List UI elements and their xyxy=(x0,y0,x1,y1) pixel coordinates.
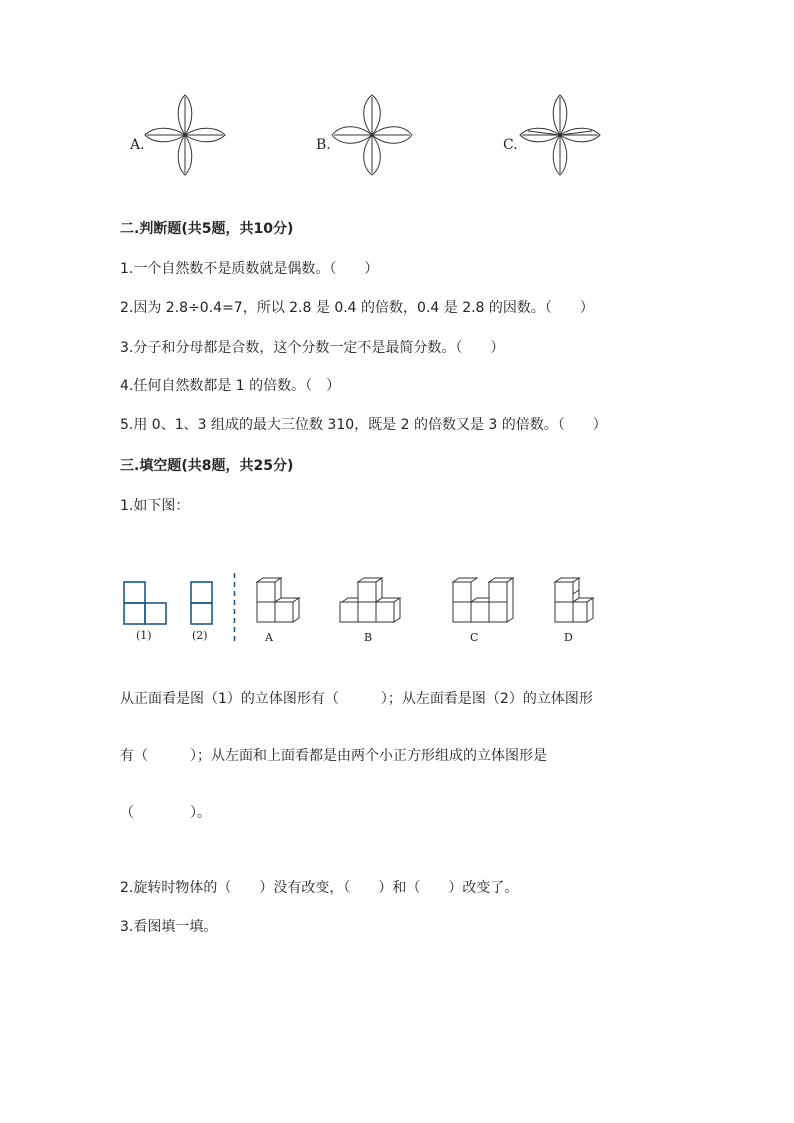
option-a-label: A. xyxy=(130,137,145,153)
figure-label-b: B xyxy=(364,631,373,644)
section3-title: 三.填空题(共8题，共25分) xyxy=(120,458,294,474)
fill-q1-line3: （ ）。 xyxy=(120,805,211,821)
section2-title: 二.判断题(共5题，共10分) xyxy=(120,221,294,237)
fill-q1-line1: 从正面看是图（1）的立体图形有（ ）；从左面看是图（2）的立体图形 xyxy=(120,691,593,707)
fill-q2: 2.旋转时物体的（ ）没有改变，（ ）和（ ）改变了。 xyxy=(120,880,519,896)
figure-label-2: (2) xyxy=(192,629,208,642)
fill-q3: 3.看图填一填。 xyxy=(120,919,218,935)
judge-item-3: 3.分子和分母都是合数，这个分数一定不是最简分数。（ ） xyxy=(120,340,505,356)
judge-item-1: 1.一个自然数不是质数就是偶数。（ ） xyxy=(120,261,379,277)
flower-figure-a xyxy=(145,95,225,175)
fill-q1-line2: 有（ ）；从左面和上面看都是由两个小正方形组成的立体图形是 xyxy=(120,748,547,764)
figure-label-c: C xyxy=(470,631,479,644)
solid-figure-a xyxy=(255,576,301,626)
dashed-divider xyxy=(233,573,237,643)
figure-label-a: A xyxy=(265,631,273,644)
option-c-label: C. xyxy=(503,137,518,153)
judge-item-2: 2.因为 2.8÷0.4=7，所以 2.8 是 0.4 的倍数，0.4 是 2.8 的因数。（ ） xyxy=(120,300,594,316)
option-b-label: B. xyxy=(316,137,331,153)
solid-figure-d xyxy=(553,574,599,626)
judge-item-4: 4.任何自然数都是 1 的倍数。（ ） xyxy=(120,378,341,394)
flower-figure-b xyxy=(332,95,412,175)
left-view-figure-2 xyxy=(191,582,215,626)
solid-figure-c xyxy=(451,574,515,626)
solid-figure-b xyxy=(340,576,402,626)
figure-label-d: D xyxy=(564,631,573,644)
fill-q1-title: 1.如下图： xyxy=(120,498,190,514)
flower-figure-c xyxy=(520,95,600,175)
front-view-figure-1 xyxy=(124,582,168,626)
figure-label-1: (1) xyxy=(136,629,152,642)
judge-item-5: 5.用 0、1、3 组成的最大三位数 310，既是 2 的倍数又是 3 的倍数。（ ） xyxy=(120,417,607,433)
